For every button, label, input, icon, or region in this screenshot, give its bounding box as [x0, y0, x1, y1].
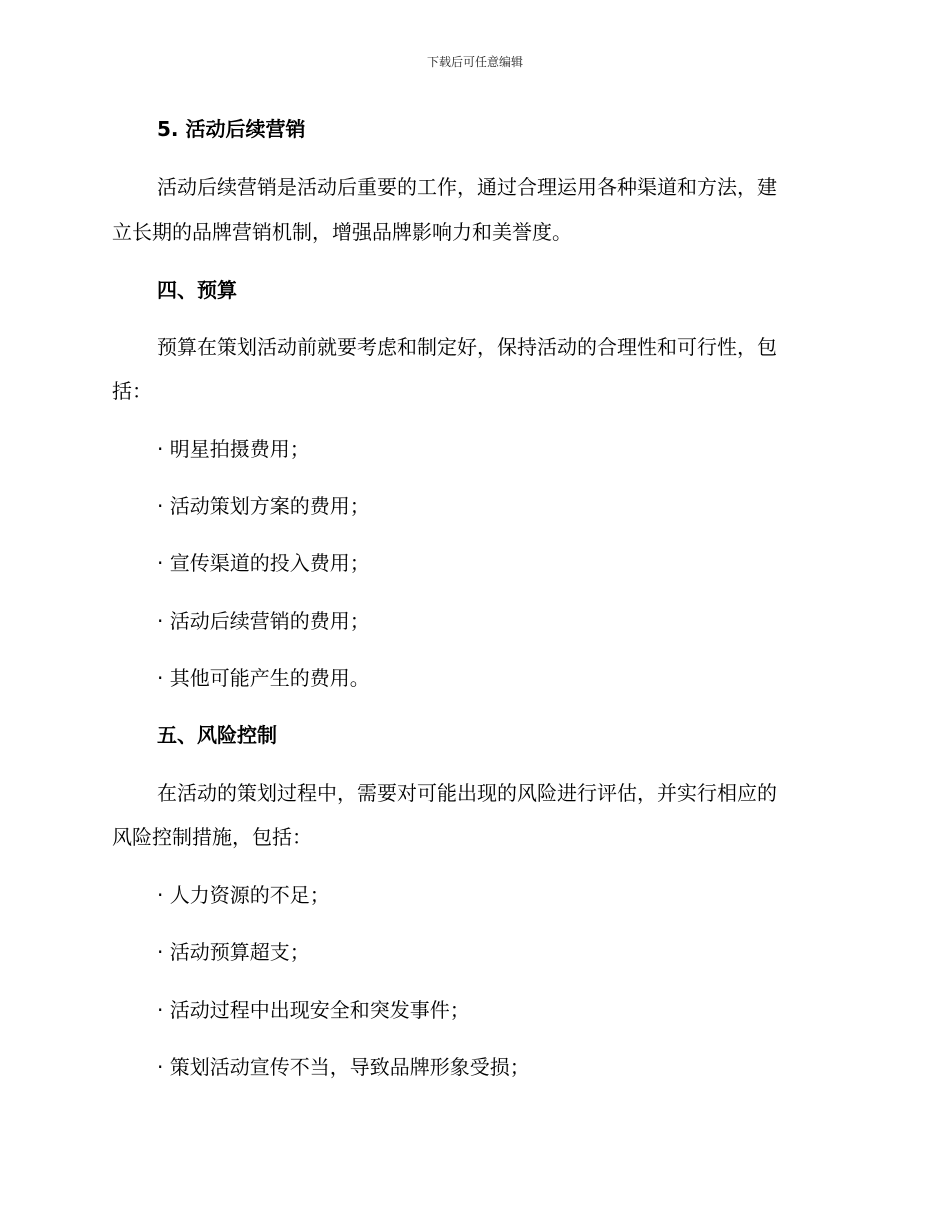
- list-item: · 明星拍摄费用；: [157, 437, 310, 461]
- page-header: 下载后可任意编辑: [426, 55, 523, 69]
- section-heading-budget: 四、预算: [157, 278, 237, 302]
- section-heading-risk-control: 五、风险控制: [157, 723, 277, 747]
- paragraph-line: 在活动的策划过程中，需要对可能出现的风险进行评估，并实行相应的: [157, 781, 777, 805]
- paragraph-line: 括：: [112, 379, 152, 403]
- section-heading-follow-up-marketing: 5. 活动后续营销: [157, 117, 306, 141]
- list-item: · 活动过程中出现安全和突发事件；: [157, 998, 470, 1022]
- paragraph-line: 风险控制措施，包括：: [112, 825, 312, 849]
- list-item: · 其他可能产生的费用。: [157, 666, 370, 690]
- list-item: · 活动预算超支；: [157, 940, 310, 964]
- list-item: · 策划活动宣传不当，导致品牌形象受损；: [157, 1055, 530, 1079]
- list-item: · 宣传渠道的投入费用；: [157, 551, 370, 575]
- list-item: · 活动策划方案的费用；: [157, 494, 370, 518]
- list-item: · 人力资源的不足；: [157, 883, 330, 907]
- paragraph-line: 预算在策划活动前就要考虑和制定好，保持活动的合理性和可行性，包: [157, 335, 777, 359]
- paragraph-line: 立长期的品牌营销机制，增强品牌影响力和美誉度。: [112, 220, 572, 244]
- paragraph-line: 活动后续营销是活动后重要的工作，通过合理运用各种渠道和方法，建: [157, 175, 777, 199]
- list-item: · 活动后续营销的费用；: [157, 609, 370, 633]
